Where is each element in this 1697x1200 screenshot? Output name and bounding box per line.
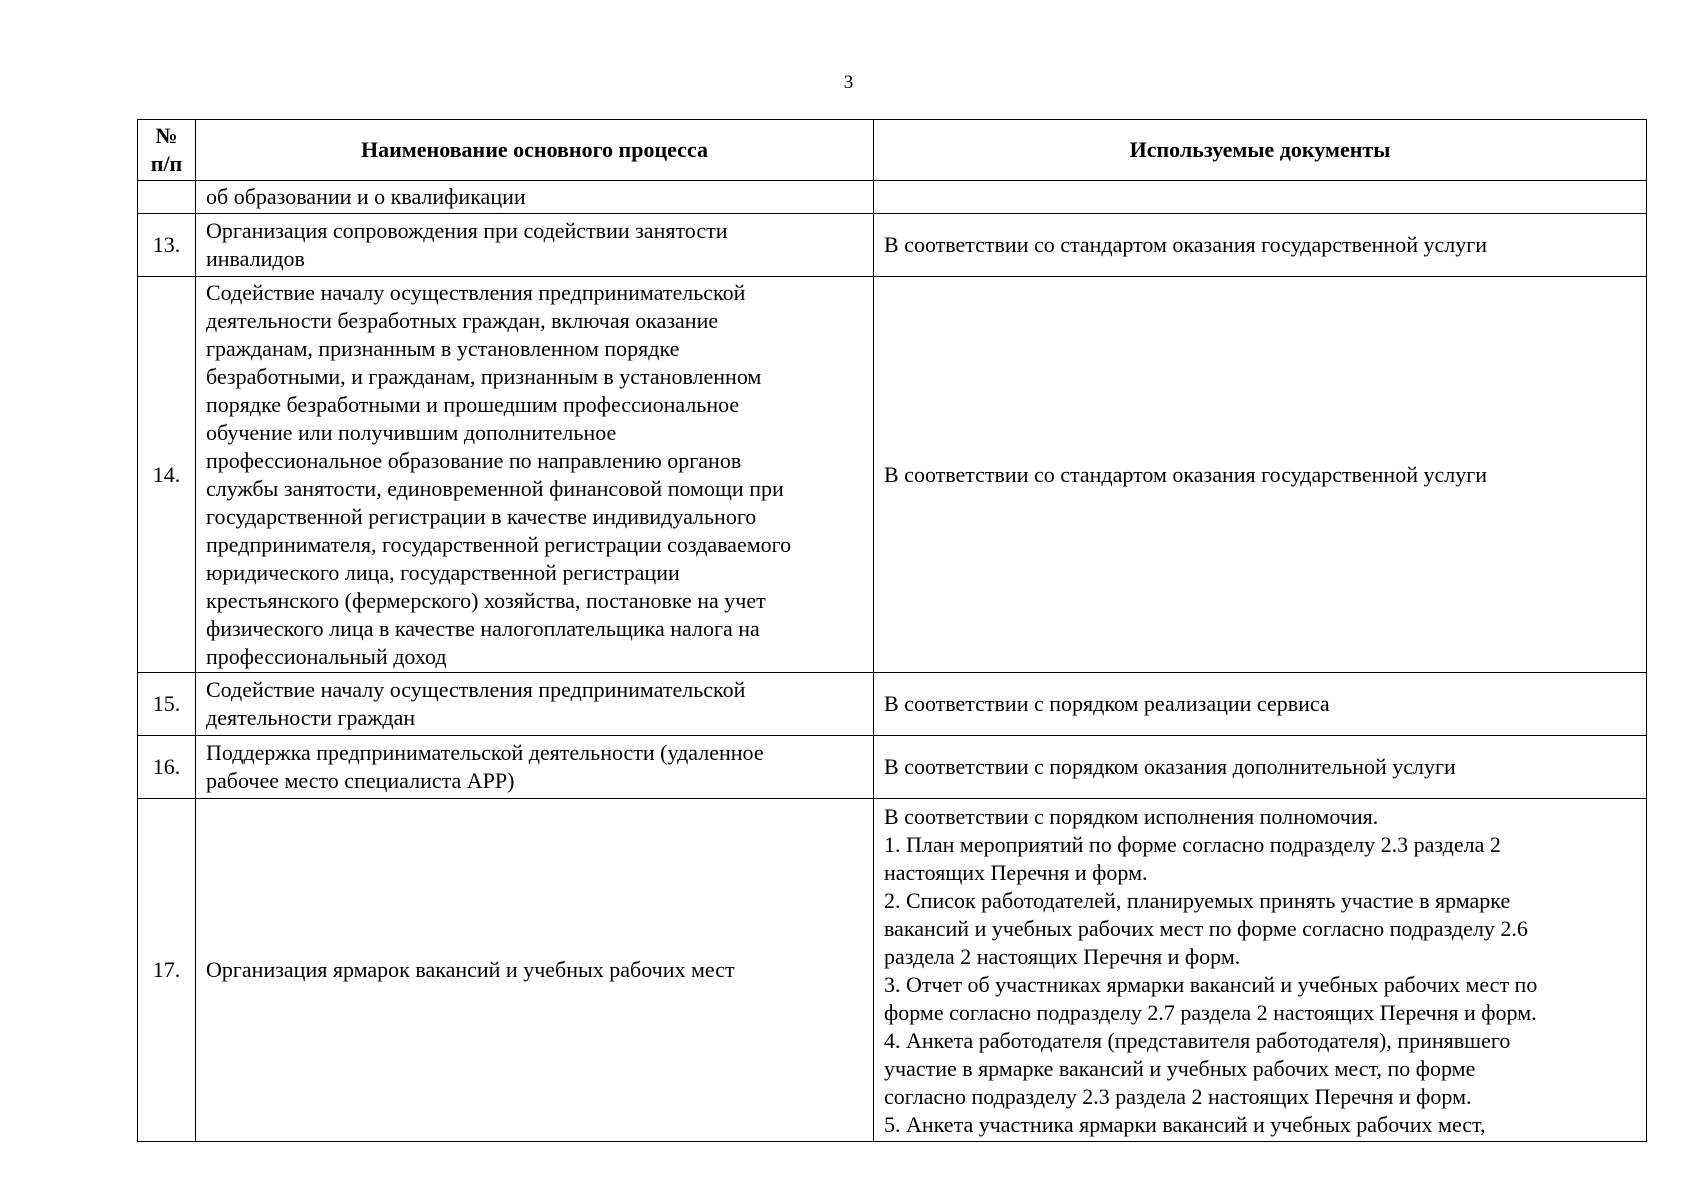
process-name: Организация ярмарок вакансий и учебных рабочих мест (196, 799, 874, 1142)
table-row (138, 673, 1647, 736)
row-number: 13. (138, 214, 196, 277)
table-row (138, 181, 1647, 214)
row-number: 15. (138, 673, 196, 736)
process-name: Поддержка предпринимательской деятельности (удаленное рабочее место специалиста АРР) (196, 736, 874, 799)
documents: В соответствии с порядком реализации сервиса (874, 673, 1647, 736)
table-row (138, 736, 1647, 799)
documents: В соответствии с порядком оказания дополнительной услуги (874, 736, 1647, 799)
header-number: № п/п (138, 120, 196, 181)
row-number (138, 181, 196, 214)
row-number: 14. (138, 277, 196, 673)
page-number: 3 (843, 72, 854, 93)
header-documents: Используемые документы (874, 120, 1647, 181)
documents: В соответствии с порядком исполнения полномочия. 1. План мероприятий по форме согласно подразделу 2.3 раздела 2 настоящих Перечня и форм. 2. Список работодателей, планируемых принять участие в ярмарке вакансий и учебных рабочих мест по форме согласно подразделу 2.6 раздела 2 настоящих Перечня и форм. 3. Отчет об участниках ярмарки вакансий и учебных рабочих мест по форме согласно подразделу 2.7 раздела 2 настоящих Перечня и форм. 4. Анкета работодателя (представителя работодателя), принявшего участие в ярмарке вакансий и учебных рабочих мест, по форме согласно подразделу 2.3 раздела 2 настоящих Перечня и форм. 5. Анкета участника ярмарки вакансий и учебных рабочих мест, (874, 799, 1647, 1142)
process-name: Содействие началу осуществления предпринимательской деятельности безработных граждан, включая оказание гражданам, признанным в установленном порядке безработными, и гражданам, признанным в установленном порядке безработными и прошедшим профессиональное обучение или получившим дополнительное профессиональное образование по направлению органов службы занятости, единовременной финансовой помощи при государственной регистрации в качестве индивидуального предпринимателя, государственной регистрации создаваемого юридического лица, государственной регистрации крестьянского (фермерского) хозяйства, постановке на учет физического лица в качестве налогоплательщика налога на профессиональный доход (196, 277, 874, 673)
process-name: Содействие началу осуществления предпринимательской деятельности граждан (196, 673, 874, 736)
process-name: об образовании и о квалификации (196, 181, 874, 214)
table-row (138, 799, 1647, 1142)
documents: В соответствии со стандартом оказания государственной услуги (874, 277, 1647, 673)
documents: В соответствии со стандартом оказания государственной услуги (874, 214, 1647, 277)
row-number: 17. (138, 799, 196, 1142)
process-name: Организация сопровождения при содействии занятости инвалидов (196, 214, 874, 277)
row-number: 16. (138, 736, 196, 799)
documents (874, 181, 1647, 214)
table-row (138, 277, 1647, 673)
processes-table (137, 119, 1647, 1142)
table-header-row (138, 120, 1647, 181)
header-process-name: Наименование основного процесса (196, 120, 874, 181)
table-row (138, 214, 1647, 277)
